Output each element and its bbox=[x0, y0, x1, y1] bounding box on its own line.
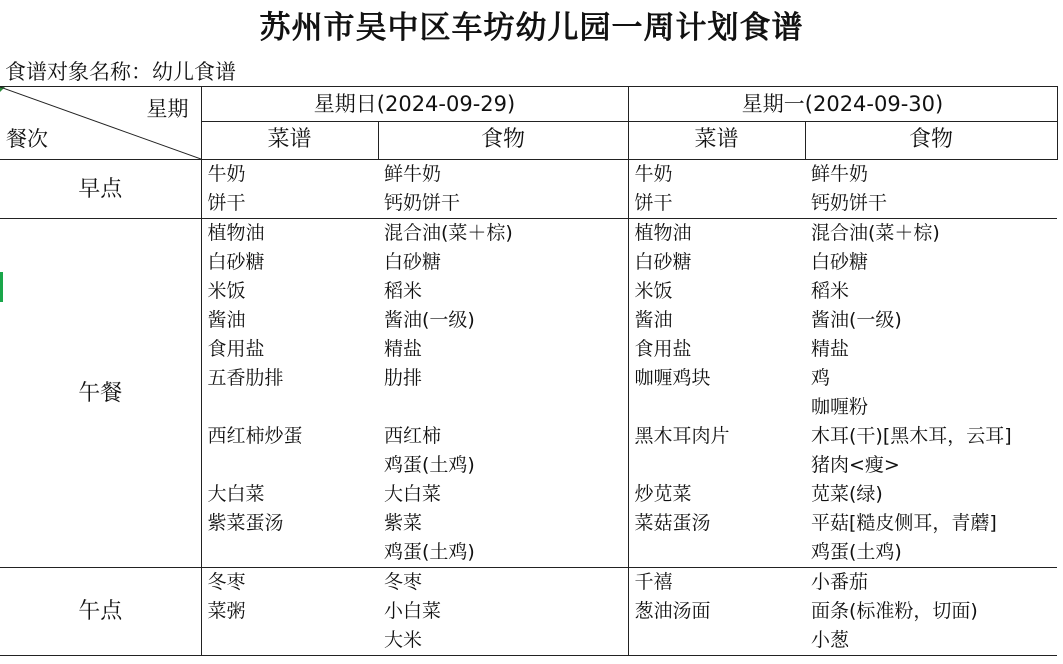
sunday-recipe-item: 五香肋排 bbox=[207, 367, 284, 389]
sunday-recipe-item: 菜粥 bbox=[207, 600, 246, 622]
header-corner-cell bbox=[0, 87, 201, 160]
food-header: 食物 bbox=[805, 122, 1057, 160]
sunday-food-item: 肋排 bbox=[384, 367, 423, 389]
monday-food-item: 鲜牛奶 bbox=[811, 163, 869, 185]
sunday-recipe-item: 酱油 bbox=[207, 309, 246, 331]
recipe-header: 菜谱 bbox=[201, 122, 378, 160]
monday-recipe-item: 炒苋菜 bbox=[634, 483, 692, 505]
monday-recipe-cell bbox=[628, 568, 805, 656]
sunday-recipe-item bbox=[208, 451, 379, 480]
monday-food-item: 稻米 bbox=[811, 280, 850, 302]
sunday-food-item: 大米 bbox=[384, 629, 423, 651]
monday-food-item: 鸡 bbox=[811, 367, 831, 389]
sunday-recipe-item: 西红柿炒蛋 bbox=[207, 425, 303, 447]
monday-recipe-item: 千禧 bbox=[634, 571, 673, 593]
sunday-food-item: 混合油(菜＋棕) bbox=[384, 222, 513, 244]
monday-food-item: 小葱 bbox=[811, 629, 850, 651]
monday-food-item: 咖喱粉 bbox=[811, 396, 869, 418]
sunday-recipe-item: 植物油 bbox=[207, 222, 265, 244]
sunday-food-item: 大白菜 bbox=[384, 483, 442, 505]
monday-recipe-item: 白砂糖 bbox=[634, 251, 692, 273]
sunday-food-item: 鸡蛋(土鸡) bbox=[384, 541, 475, 563]
monday-recipe-item: 饼干 bbox=[634, 192, 673, 214]
monday-food-item: 平菇[糙皮侧耳，青蘑] bbox=[811, 512, 997, 534]
sunday-food-item: 鸡蛋(土鸡) bbox=[384, 454, 475, 476]
monday-recipe-item bbox=[635, 626, 806, 655]
sunday-food-item: 白砂糖 bbox=[384, 251, 442, 273]
monday-food-cell bbox=[805, 219, 1057, 568]
sunday-recipe-item: 米饭 bbox=[207, 280, 246, 302]
recipe-subject: 食谱对象名称：幼儿食谱 bbox=[5, 60, 236, 84]
sunday-recipe-item: 紫菜蛋汤 bbox=[207, 512, 284, 534]
weekly-menu-table bbox=[0, 86, 1058, 656]
monday-recipe-item: 菜菇蛋汤 bbox=[634, 512, 711, 534]
monday-recipe-item: 食用盐 bbox=[634, 338, 692, 360]
week-label: 星期 bbox=[146, 97, 189, 121]
meal-name-cell: 午点 bbox=[0, 568, 201, 656]
monday-recipe-item bbox=[635, 393, 806, 422]
sunday-recipe-cell bbox=[201, 160, 378, 219]
sunday-recipe-cell bbox=[201, 568, 378, 656]
sunday-food-item: 小白菜 bbox=[384, 600, 442, 622]
day-header-sunday: 星期日(2024-09-29) bbox=[201, 87, 628, 122]
monday-recipe-item: 黑木耳肉片 bbox=[634, 425, 730, 447]
meal-section-breakfast-snack bbox=[0, 160, 1057, 219]
sunday-food-item: 稻米 bbox=[384, 280, 423, 302]
monday-food-item: 苋菜(绿) bbox=[811, 483, 883, 505]
monday-recipe-cell bbox=[628, 219, 805, 568]
monday-recipe-item: 咖喱鸡块 bbox=[634, 367, 711, 389]
monday-recipe-item: 葱油汤面 bbox=[634, 600, 711, 622]
sunday-food-item bbox=[384, 393, 628, 422]
sunday-food-item: 鲜牛奶 bbox=[384, 163, 442, 185]
monday-food-cell bbox=[805, 568, 1057, 656]
monday-food-item: 混合油(菜＋棕) bbox=[811, 222, 940, 244]
monday-food-item: 小番茄 bbox=[811, 571, 869, 593]
sunday-recipe-item: 冬枣 bbox=[207, 571, 246, 593]
sunday-food-cell bbox=[378, 160, 628, 219]
sunday-food-cell bbox=[378, 219, 628, 568]
monday-recipe-item: 植物油 bbox=[634, 222, 692, 244]
monday-food-item: 猪肉<瘦> bbox=[811, 454, 900, 476]
sunday-recipe-item bbox=[208, 393, 379, 422]
sunday-recipe-item: 食用盐 bbox=[207, 338, 265, 360]
meal-name-cell: 午餐 bbox=[0, 219, 201, 568]
meal-section-afternoon-snack bbox=[0, 568, 1057, 656]
sunday-recipe-item bbox=[208, 626, 379, 655]
meal-label: 餐次 bbox=[6, 127, 48, 151]
meal-name-cell: 早点 bbox=[0, 160, 201, 219]
monday-recipe-cell bbox=[628, 160, 805, 219]
recipe-header: 菜谱 bbox=[628, 122, 805, 160]
sunday-food-item: 西红柿 bbox=[384, 425, 442, 447]
monday-recipe-item: 牛奶 bbox=[634, 163, 673, 185]
sunday-recipe-cell bbox=[201, 219, 378, 568]
monday-food-item: 白砂糖 bbox=[811, 251, 869, 273]
monday-recipe-item bbox=[635, 538, 806, 567]
sunday-food-item: 冬枣 bbox=[384, 571, 423, 593]
sunday-food-item: 精盐 bbox=[384, 338, 423, 360]
sunday-recipe-item bbox=[208, 538, 379, 567]
page-title: 苏州市吴中区车坊幼儿园一周计划食谱 bbox=[259, 10, 804, 46]
monday-food-cell bbox=[805, 160, 1057, 219]
sunday-food-item: 紫菜 bbox=[384, 512, 423, 534]
monday-food-item: 木耳(干)[黑木耳，云耳] bbox=[811, 425, 1012, 447]
sunday-recipe-item: 牛奶 bbox=[207, 163, 246, 185]
monday-recipe-item: 米饭 bbox=[634, 280, 673, 302]
monday-recipe-item: 酱油 bbox=[634, 309, 673, 331]
monday-food-item: 钙奶饼干 bbox=[811, 192, 888, 214]
sunday-recipe-item: 白砂糖 bbox=[207, 251, 265, 273]
food-header: 食物 bbox=[378, 122, 628, 160]
sunday-food-cell bbox=[378, 568, 628, 656]
sunday-recipe-item: 大白菜 bbox=[207, 483, 265, 505]
sunday-food-item: 酱油(一级) bbox=[384, 309, 475, 331]
sunday-food-item: 钙奶饼干 bbox=[384, 192, 461, 214]
day-header-monday: 星期一(2024-09-30) bbox=[628, 87, 1057, 122]
sunday-recipe-item: 饼干 bbox=[207, 192, 246, 214]
monday-food-item: 精盐 bbox=[811, 338, 850, 360]
meal-section-lunch bbox=[0, 219, 1057, 568]
monday-food-item: 酱油(一级) bbox=[811, 309, 902, 331]
monday-recipe-item bbox=[635, 451, 806, 480]
monday-food-item: 鸡蛋(土鸡) bbox=[811, 541, 902, 563]
monday-food-item: 面条(标准粉，切面) bbox=[811, 600, 978, 622]
